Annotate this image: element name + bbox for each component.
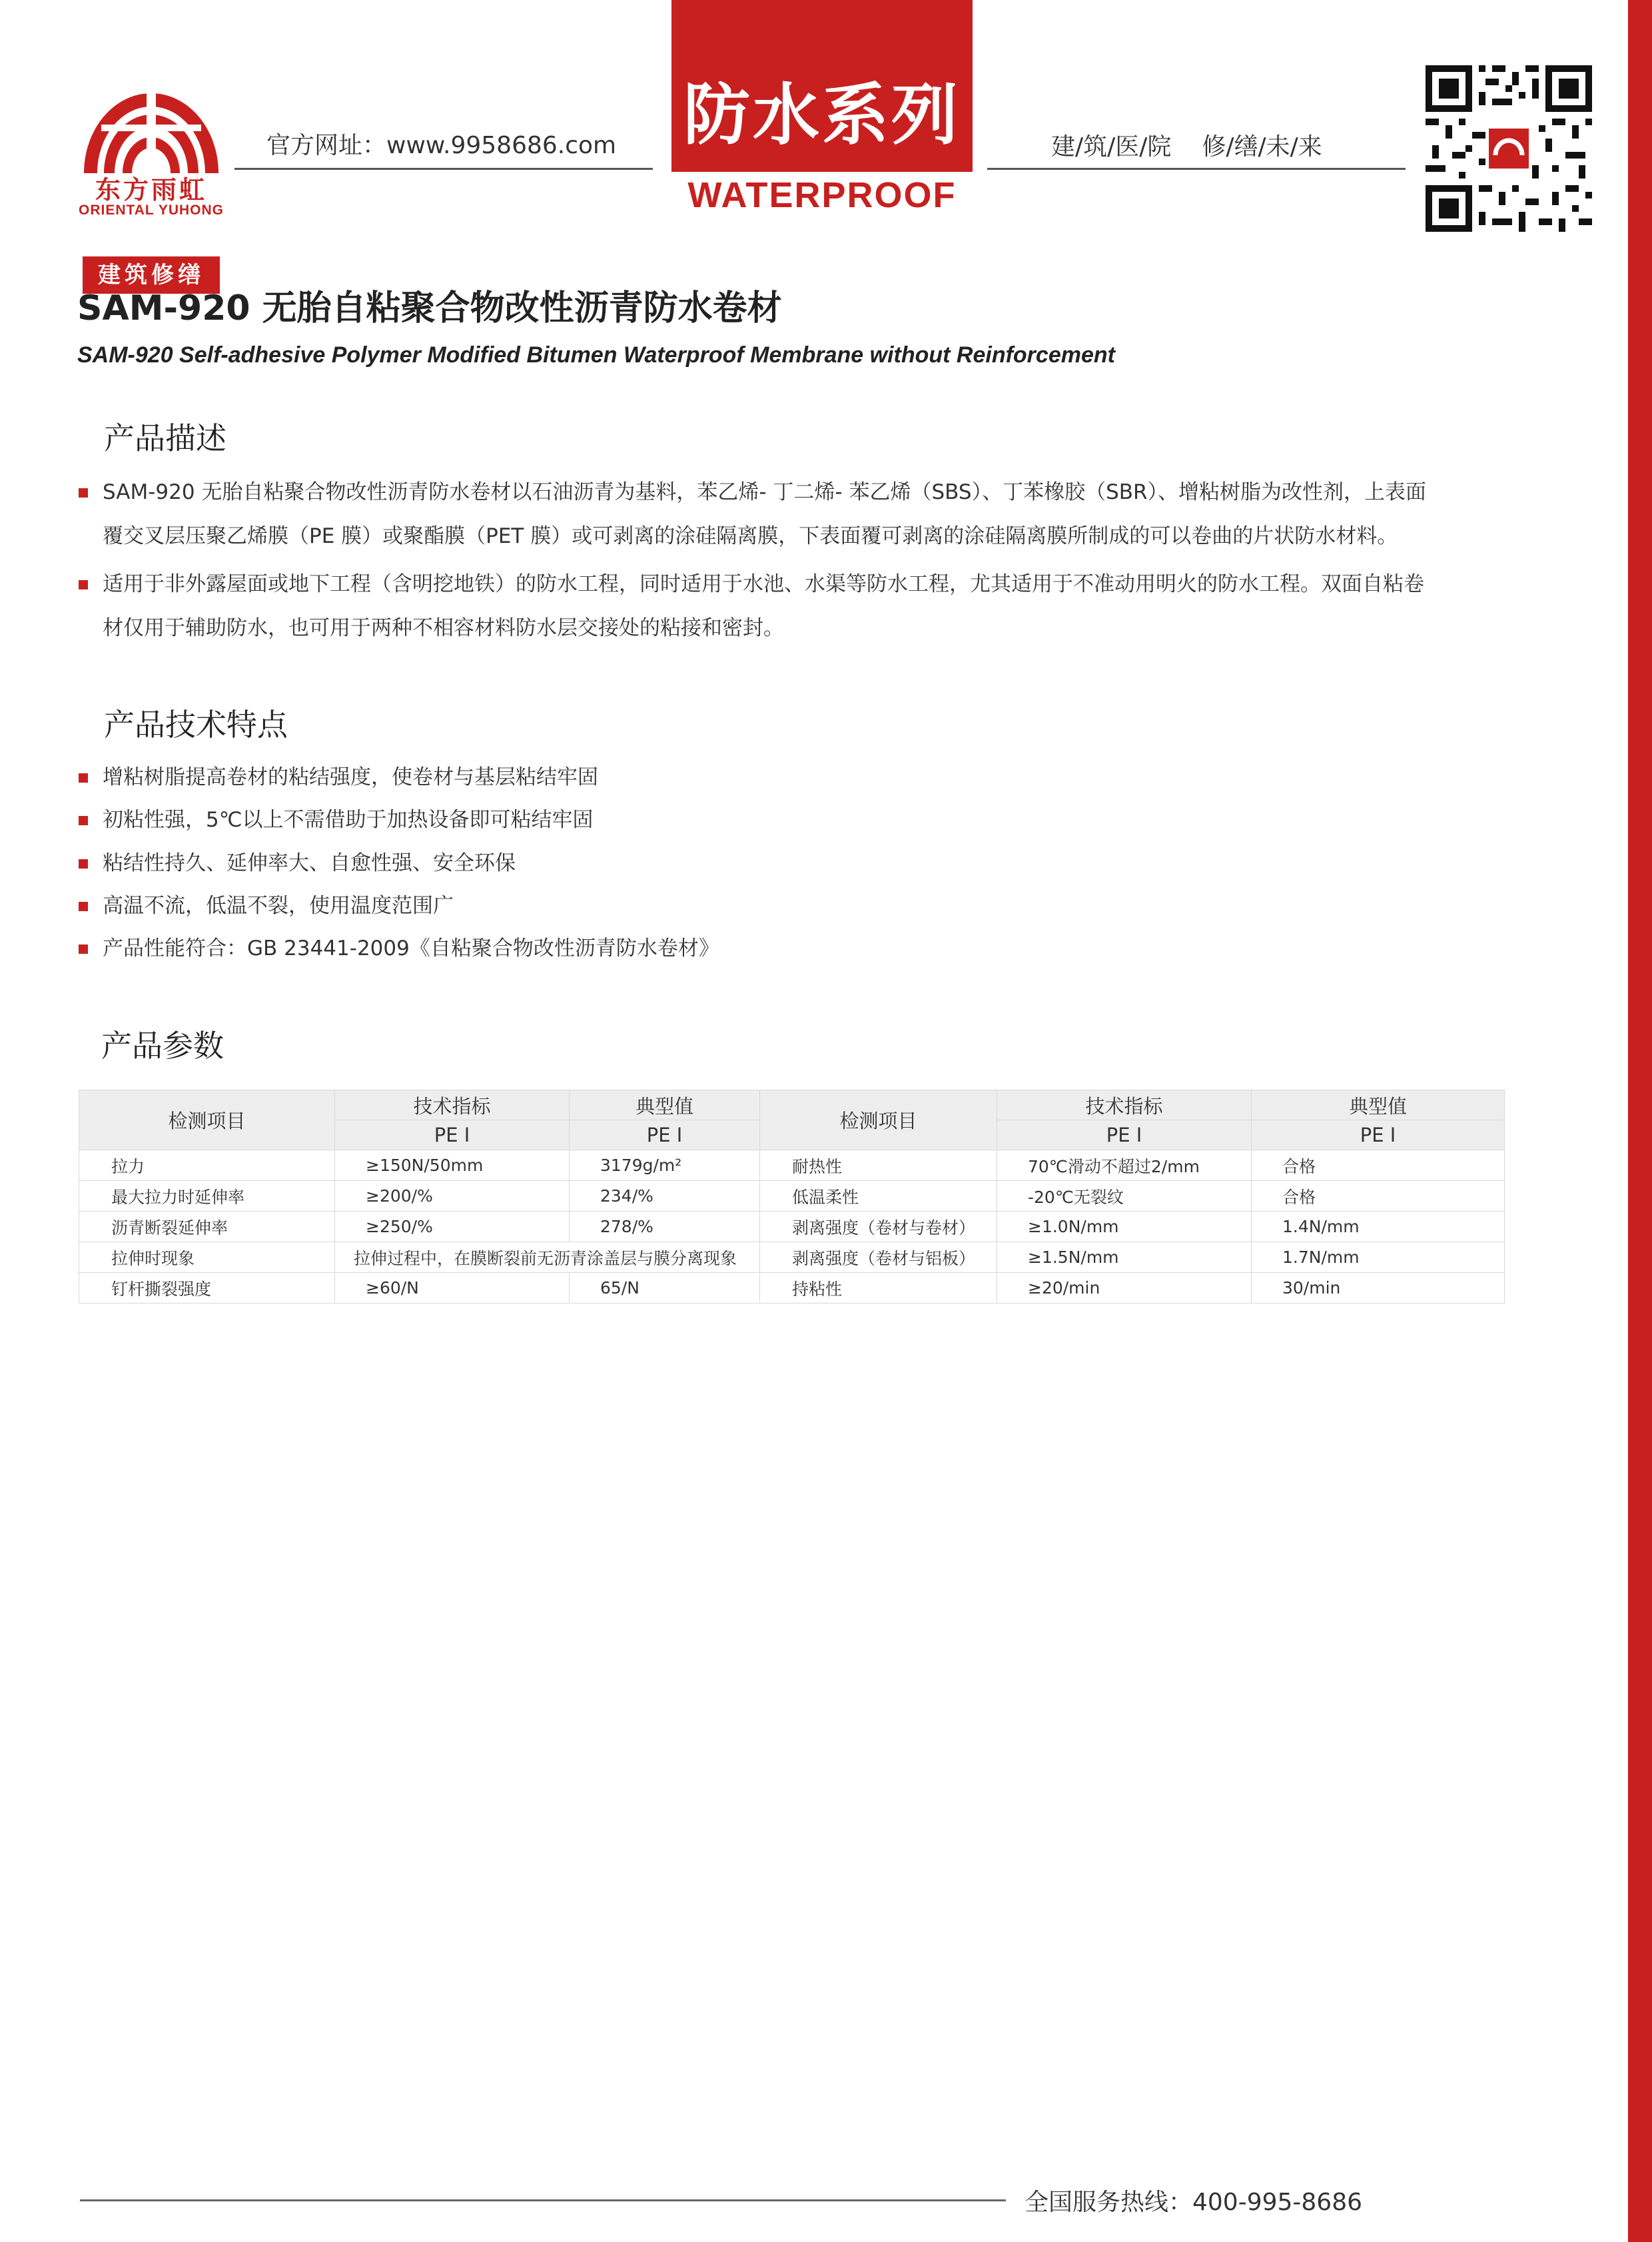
cell-typical: 65/N [570,1273,760,1304]
cell-spec: ≥200/% [335,1181,570,1212]
product-title-en: SAM-920 Self-adhesive Polymer Modified Bitumen Waterproof Membrane without Reinforcement [77,342,1115,368]
cell-spec: ≥1.0N/mm [997,1212,1252,1242]
cell-typical: 合格 [1252,1150,1505,1181]
header-divider-right [987,168,1406,170]
cell-spec: 70℃滑动不超过2/mm [997,1150,1252,1181]
table-row [79,1181,1505,1212]
bullet-icon [79,816,88,825]
feature-item: 初粘性强，5℃以上不需借助于加热设备即可粘结牢固 [103,808,594,832]
header-spec: 技术指标 [997,1090,1252,1120]
header-sub: PE I [997,1120,1252,1150]
table-row [79,1212,1505,1242]
rainbow-arch-icon [75,61,228,175]
bullet-icon [79,859,88,869]
cell-item: 拉力 [79,1150,335,1181]
cell-item: 剥离强度（卷材与卷材） [760,1212,997,1242]
cell-spec: ≥1.5N/mm [997,1242,1252,1273]
description-item-2-line2: 材仅用于辅助防水，也可用于两种不相容材料防水层交接处的粘接和密封。 [103,616,784,640]
header-sub: PE I [335,1120,570,1150]
cell-typical: 234/% [570,1181,760,1212]
slogan [1051,128,1322,162]
table-header-row [79,1090,1505,1120]
logo-tagline: 建筑修缮 [83,256,220,294]
slogan-left: 建/筑/医/院 [1051,133,1172,161]
bullet-icon [79,773,88,783]
cell-item: 钉杆撕裂强度 [79,1273,335,1304]
cell-item: 剥离强度（卷材与铝板） [760,1242,997,1273]
feature-item: 高温不流，低温不裂，使用温度范围广 [103,894,454,918]
right-accent-stripe [1628,0,1652,2242]
footer-divider [80,2199,1006,2201]
qr-code-icon [1426,65,1592,232]
cell-typical: 合格 [1252,1181,1505,1212]
feature-item: 粘结性持久、延伸率大、自愈性强、安全环保 [103,851,516,875]
section-heading-description: 产品描述 [104,420,226,456]
header-item: 检测项目 [760,1090,997,1150]
cell-spec: ≥20/min [997,1273,1252,1304]
website-link[interactable]: 官方网址：www.9958686.com [266,132,617,159]
cell-item: 持粘性 [760,1273,997,1304]
cell-spec: 拉伸过程中，在膜断裂前无沥青涂盖层与膜分离现象 [335,1242,760,1273]
cell-item: 耐热性 [760,1150,997,1181]
header-typical: 典型值 [1252,1090,1505,1120]
slogan-right: 修/缮/未/来 [1202,133,1322,161]
bullet-icon [79,488,88,498]
product-title-cn: SAM-920 无胎自粘聚合物改性沥青防水卷材 [77,288,782,328]
table-row [79,1273,1505,1304]
cell-item: 拉伸时现象 [79,1242,335,1273]
service-hotline[interactable]: 全国服务热线：400-995-8686 [1025,2189,1363,2216]
description-item-2-line1: 适用于非外露屋面或地下工程（含明挖地铁）的防水工程，同时适用于水池、水渠等防水工程，尤其适用于不准动用明火的防水工程。双面自粘卷 [103,572,1424,596]
header-sub: PE I [570,1120,760,1150]
cell-spec: -20℃无裂纹 [997,1181,1252,1212]
series-subtitle: WATERPROOF [687,175,957,215]
spec-table [79,1090,1505,1304]
bullet-icon [79,902,88,911]
series-title: 防水系列 [683,76,961,154]
cell-item: 低温柔性 [760,1181,997,1212]
logo-name-en: ORIENTAL YUHONG [78,202,224,218]
cell-typical: 30/min [1252,1273,1505,1304]
description-item-1 [103,470,1426,558]
header-spec: 技术指标 [335,1090,570,1120]
cell-item: 沥青断裂延伸率 [79,1212,335,1242]
cell-item: 最大拉力时延伸率 [79,1181,335,1212]
header-item: 检测项目 [79,1090,335,1150]
section-heading-params: 产品参数 [101,1028,224,1064]
feature-item: 增粘树脂提高卷材的粘结强度，使卷材与基层粘结牢固 [103,765,598,789]
description-item-2 [103,562,1424,650]
description-item-1-line1: SAM-920 无胎自粘聚合物改性沥青防水卷材以石油沥青为基料，苯乙烯- 丁二烯- 苯乙烯（SBS）、丁苯橡胶（SBR）、增粘树脂为改性剂，上表面 [103,480,1427,504]
bullet-icon [79,580,88,589]
header-sub: PE I [1252,1120,1505,1150]
cell-typical: 1.7N/mm [1252,1242,1505,1273]
cell-typical: 3179g/m² [570,1150,760,1181]
feature-item: 产品性能符合：GB 23441-2009《自粘聚合物改性沥青防水卷材》 [103,936,719,960]
header-divider-left [234,168,653,170]
table-row [79,1242,1505,1273]
qr-code[interactable] [1426,65,1592,232]
section-heading-features: 产品技术特点 [104,707,288,743]
bullet-icon [79,944,88,954]
cell-spec: ≥150N/50mm [335,1150,570,1181]
table-row [79,1150,1505,1181]
cell-typical: 278/% [570,1212,760,1242]
cell-spec: ≥250/% [335,1212,570,1242]
cell-spec: ≥60/N [335,1273,570,1304]
logo-name-cn: 东方雨虹 [95,175,207,204]
company-logo [75,61,228,288]
cell-typical: 1.4N/mm [1252,1212,1505,1242]
description-item-1-line2: 覆交叉层压聚乙烯膜（PE 膜）或聚酯膜（PET 膜）或可剥离的涂硅隔离膜，下表面覆可剥离的涂硅隔离膜所制成的可以卷曲的片状防水材料。 [103,524,1398,548]
header-typical: 典型值 [570,1090,760,1120]
